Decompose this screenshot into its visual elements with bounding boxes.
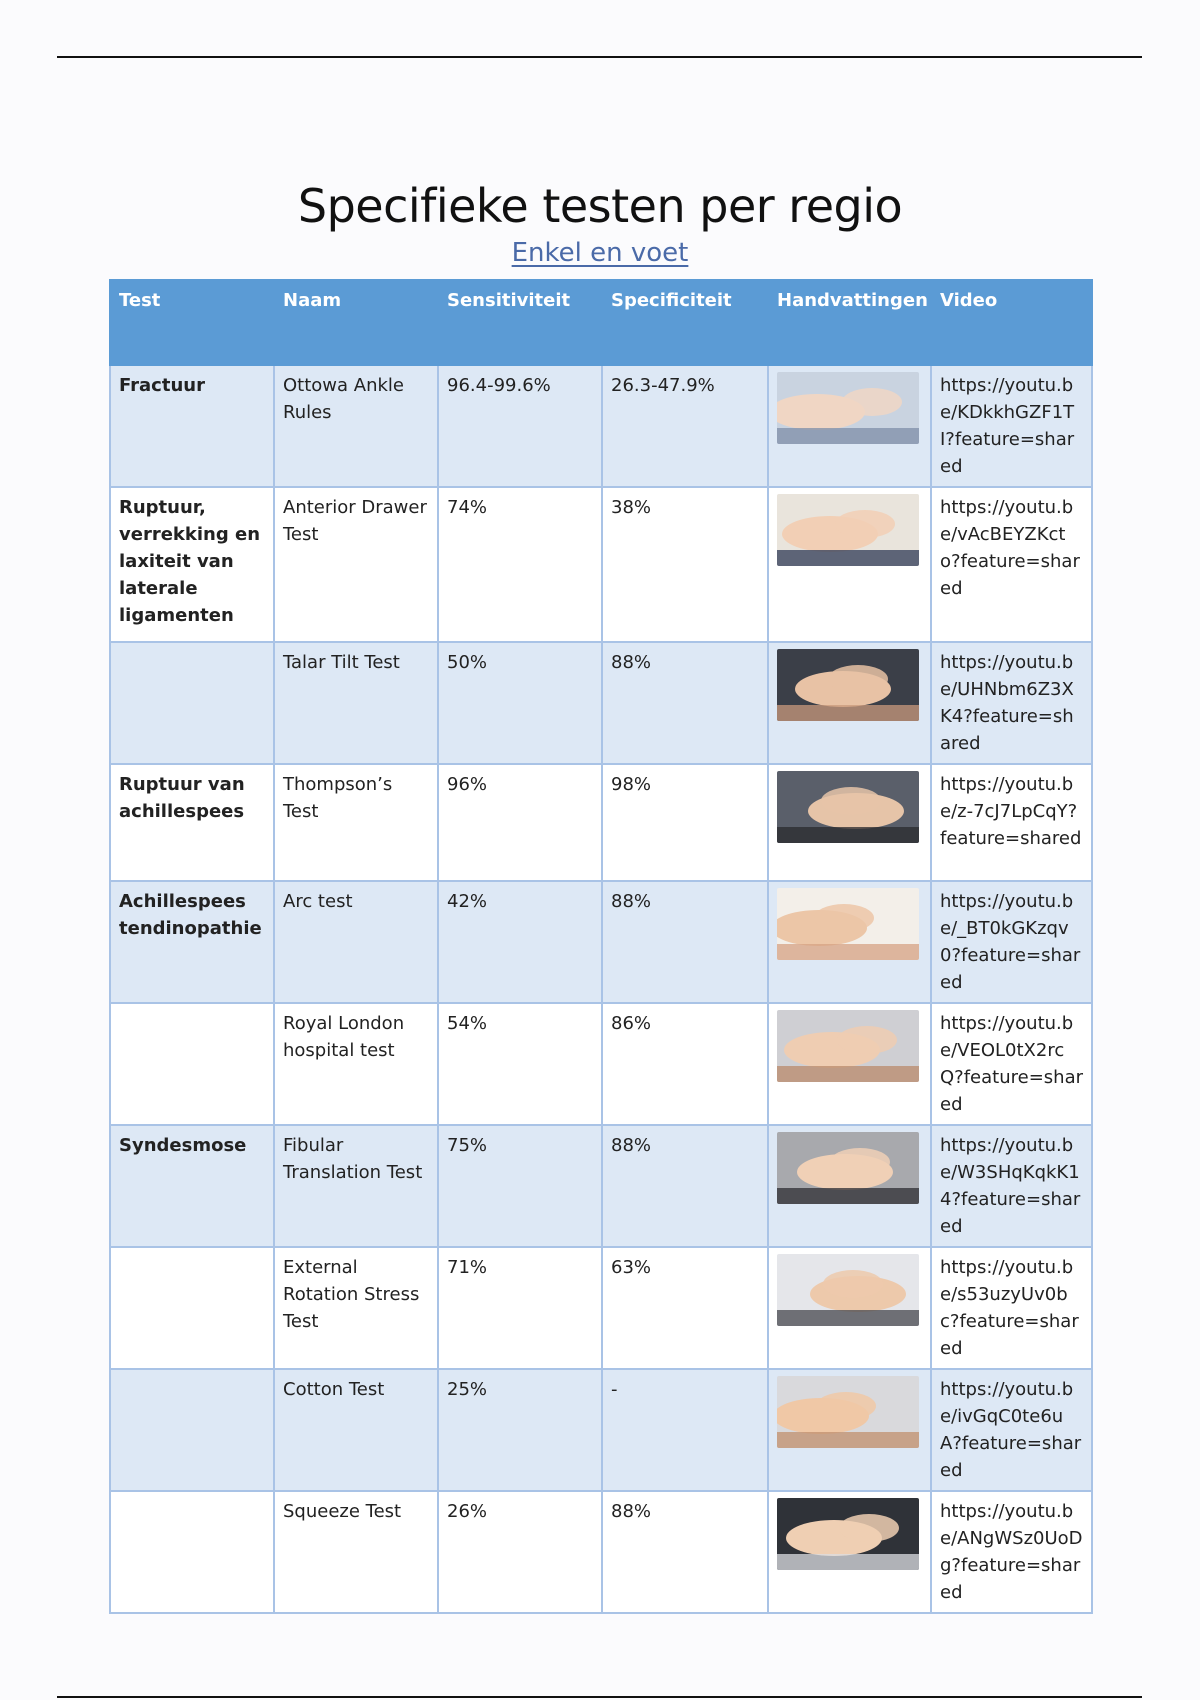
cell-handvattingen (768, 764, 931, 881)
cell-specificiteit: 86% (602, 1003, 768, 1125)
cell-handvattingen (768, 1003, 931, 1125)
cell-test (110, 1491, 274, 1613)
cell-video-link[interactable]: https://youtu.be/z-7cJ7LpCqY?feature=shared (931, 764, 1092, 881)
cell-test: Achillespees tendinopathie (110, 881, 274, 1003)
cell-sensitiviteit: 74% (438, 487, 602, 642)
cell-sensitiviteit: 96% (438, 764, 602, 881)
cell-specificiteit: 38% (602, 487, 768, 642)
exam-photo-image (777, 372, 919, 444)
header-video: Video (931, 280, 1092, 365)
cell-video-link[interactable]: https://youtu.be/KDkkhGZF1TI?feature=shared (931, 365, 1092, 487)
cell-test (110, 642, 274, 764)
exam-photo-image (777, 771, 919, 843)
top-rule (57, 56, 1142, 58)
cell-specificiteit: 88% (602, 1125, 768, 1247)
cell-naam: Anterior Drawer Test (274, 487, 438, 642)
header-handvattingen: Handvattingen (768, 280, 931, 365)
cell-naam: External Rotation Stress Test (274, 1247, 438, 1369)
header-specificiteit: Specificiteit (602, 280, 768, 365)
cell-sensitiviteit: 54% (438, 1003, 602, 1125)
exam-photo-image (777, 1498, 919, 1570)
cell-specificiteit: - (602, 1369, 768, 1491)
cell-sensitiviteit: 50% (438, 642, 602, 764)
exam-photo-image (777, 888, 919, 960)
cell-handvattingen (768, 1369, 931, 1491)
cell-sensitiviteit: 75% (438, 1125, 602, 1247)
cell-handvattingen (768, 881, 931, 1003)
header-naam: Naam (274, 280, 438, 365)
table-row (110, 881, 1092, 1003)
cell-handvattingen (768, 487, 931, 642)
exam-photo-image (777, 1132, 919, 1204)
cell-handvattingen (768, 1125, 931, 1247)
cell-naam: Squeeze Test (274, 1491, 438, 1613)
bottom-rule (57, 1696, 1142, 1698)
cell-specificiteit: 88% (602, 881, 768, 1003)
cell-handvattingen (768, 642, 931, 764)
cell-test: Ruptuur van achillespees (110, 764, 274, 881)
exam-photo-image (777, 1376, 919, 1448)
cell-sensitiviteit: 71% (438, 1247, 602, 1369)
cell-sensitiviteit: 26% (438, 1491, 602, 1613)
cell-test (110, 1003, 274, 1125)
header-test: Test (110, 280, 274, 365)
cell-video-link[interactable]: https://youtu.be/ivGqC0te6uA?feature=shared (931, 1369, 1092, 1491)
cell-handvattingen (768, 1491, 931, 1613)
cell-test (110, 1247, 274, 1369)
section-heading[interactable]: Enkel en voet (511, 238, 689, 268)
cell-naam: Cotton Test (274, 1369, 438, 1491)
cell-naam: Fibular Translation Test (274, 1125, 438, 1247)
cell-handvattingen (768, 1247, 931, 1369)
cell-naam: Talar Tilt Test (274, 642, 438, 764)
cell-naam: Arc test (274, 881, 438, 1003)
cell-sensitiviteit: 25% (438, 1369, 602, 1491)
tests-table (109, 279, 1093, 1614)
cell-naam: Royal London hospital test (274, 1003, 438, 1125)
cell-specificiteit: 98% (602, 764, 768, 881)
cell-video-link[interactable]: https://youtu.be/s53uzyUv0bc?feature=shared (931, 1247, 1092, 1369)
cell-video-link[interactable]: https://youtu.be/vAcBEYZKcto?feature=shared (931, 487, 1092, 642)
cell-test: Fractuur (110, 365, 274, 487)
cell-video-link[interactable]: https://youtu.be/VEOL0tX2rcQ?feature=shared (931, 1003, 1092, 1125)
cell-sensitiviteit: 42% (438, 881, 602, 1003)
exam-photo-image (777, 494, 919, 566)
table-row (110, 642, 1092, 764)
cell-naam: Ottowa Ankle Rules (274, 365, 438, 487)
table-header-row (110, 280, 1092, 365)
table-row (110, 1003, 1092, 1125)
cell-test: Syndesmose (110, 1125, 274, 1247)
cell-test: Ruptuur, verrekking en laxiteit van laterale ligamenten (110, 487, 274, 642)
header-sensitiviteit: Sensitiviteit (438, 280, 602, 365)
cell-sensitiviteit: 96.4-99.6% (438, 365, 602, 487)
cell-naam: Thompson’s Test (274, 764, 438, 881)
cell-handvattingen (768, 365, 931, 487)
cell-specificiteit: 63% (602, 1247, 768, 1369)
cell-video-link[interactable]: https://youtu.be/ANgWSz0UoDg?feature=shared (931, 1491, 1092, 1613)
table-row (110, 1369, 1092, 1491)
cell-specificiteit: 88% (602, 642, 768, 764)
table-row (110, 1125, 1092, 1247)
table-row (110, 1247, 1092, 1369)
exam-photo-image (777, 649, 919, 721)
table-row (110, 1491, 1092, 1613)
exam-photo-image (777, 1010, 919, 1082)
table-row (110, 365, 1092, 487)
cell-test (110, 1369, 274, 1491)
page-title: Specifieke testen per regio (297, 178, 903, 233)
table-row (110, 487, 1092, 642)
exam-photo-image (777, 1254, 919, 1326)
cell-video-link[interactable]: https://youtu.be/_BT0kGKzqv0?feature=shared (931, 881, 1092, 1003)
cell-specificiteit: 88% (602, 1491, 768, 1613)
cell-video-link[interactable]: https://youtu.be/UHNbm6Z3XK4?feature=shared (931, 642, 1092, 764)
cell-video-link[interactable]: https://youtu.be/W3SHqKqkK14?feature=shared (931, 1125, 1092, 1247)
table-row (110, 764, 1092, 881)
cell-specificiteit: 26.3-47.9% (602, 365, 768, 487)
